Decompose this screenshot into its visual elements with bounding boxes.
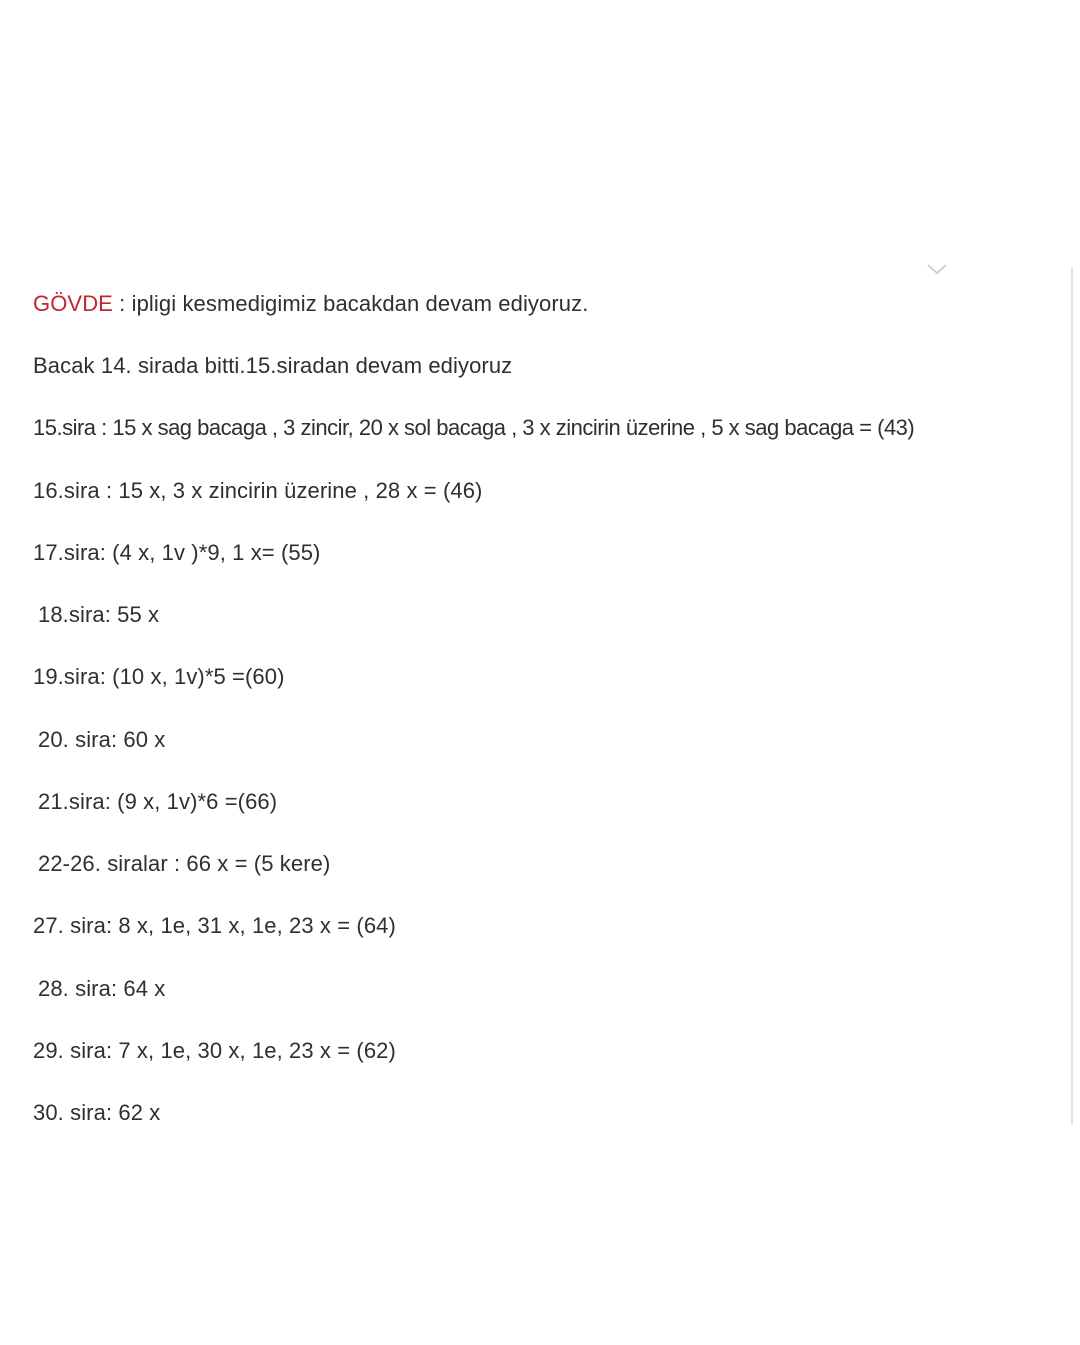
row-line: 15.sira : 15 x sag bacaga , 3 zincir, 20 x sol bacaga , 3 x zincirin üzerine , 5 x sag bacaga = (43) (33, 415, 915, 440)
row-line: 28. sira: 64 x (38, 976, 166, 1001)
chevron-down-icon[interactable] (926, 262, 948, 276)
intro-text: Bacak 14. sirada bitti.15.siradan devam ediyoruz (33, 353, 513, 378)
row-line: 21.sira: (9 x, 1v)*6 =(66) (38, 789, 278, 814)
heading-text: : ipligi kesmedigimiz bacakdan devam ediyoruz. (112, 291, 589, 316)
row-line: 16.sira : 15 x, 3 x zincirin üzerine , 28 x = (46) (33, 478, 483, 503)
row-line: 22-26. siralar : 66 x = (5 kere) (38, 851, 331, 876)
section-heading (33, 290, 588, 318)
row-line: 27. sira: 8 x, 1e, 31 x, 1e, 23 x = (64) (33, 913, 396, 938)
row-line: 29. sira: 7 x, 1e, 30 x, 1e, 23 x = (62) (33, 1038, 396, 1063)
row-line: 17.sira: (4 x, 1v )*9, 1 x= (55) (33, 540, 321, 565)
page-edge-divider (1071, 268, 1073, 1124)
row-line: 20. sira: 60 x (38, 727, 166, 752)
row-line: 19.sira: (10 x, 1v)*5 =(60) (33, 664, 285, 689)
row-line: 30. sira: 62 x (33, 1100, 161, 1125)
row-line: 18.sira: 55 x (38, 602, 160, 627)
heading-label: GÖVDE (33, 291, 113, 316)
